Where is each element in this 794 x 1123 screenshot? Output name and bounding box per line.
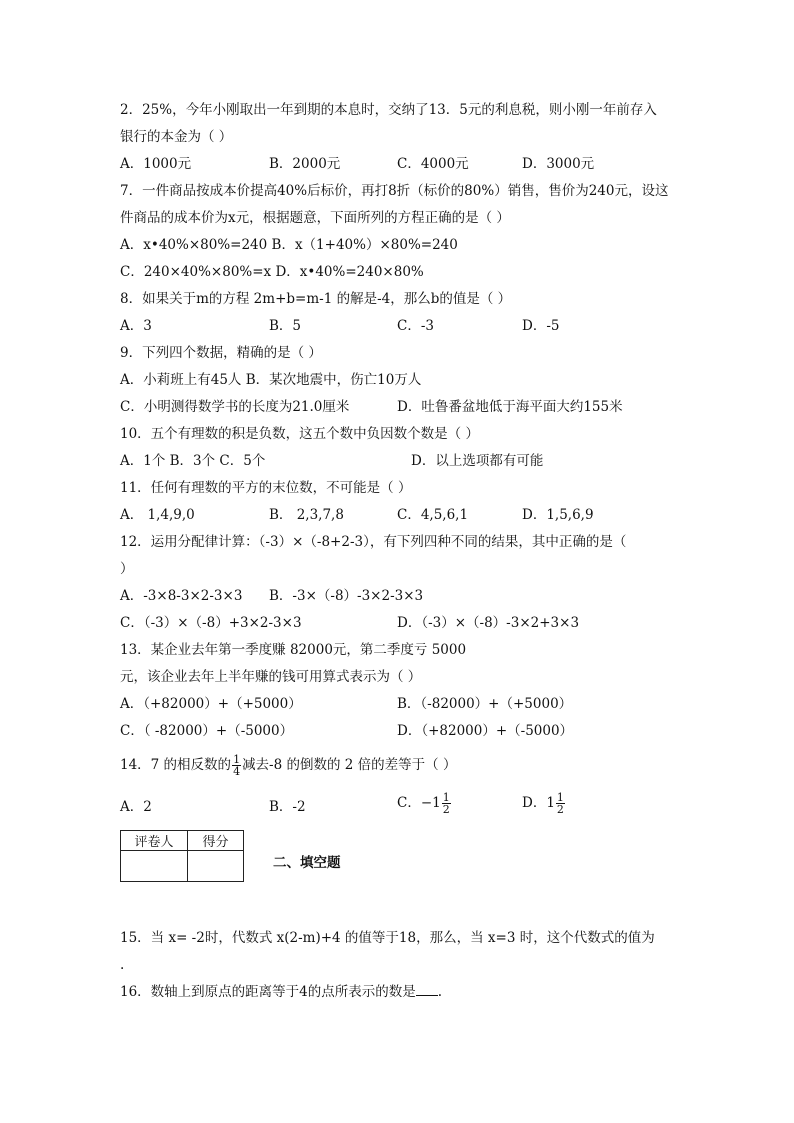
q10-option-d: D．以上选项都有可能: [411, 453, 544, 469]
q11-option-a: A． 1,4,9,0: [120, 507, 195, 523]
q11-option-d: D．1,5,6,9: [522, 507, 594, 523]
q14-stem-post: 减去-8 的倒数的 2 倍的差等于（ ）: [242, 757, 457, 773]
q13-stem-line2: 元，该企业去年上半年赚的钱可用算式表示为（ ）: [120, 669, 422, 685]
q13-option-b: B．（-82000）+（+5000）: [397, 696, 573, 712]
score-table: [120, 830, 244, 882]
q14-option-c-pre: C．−1: [397, 795, 441, 811]
q8-option-d: D．-5: [522, 318, 560, 334]
score-table-header-grader: 评卷人: [121, 831, 188, 851]
q7-stem-line1: 7．一件商品按成本价提高40%后标价，再打8折（标价的80%）销售，售价为240元，设这: [120, 183, 669, 199]
q14-option-d-num: 1: [556, 791, 564, 804]
score-table-grader-cell[interactable]: [121, 851, 188, 882]
q8-option-c: C．-3: [397, 318, 434, 334]
q12-option-d: D．（-3）×（-8）-3×2+3×3: [397, 615, 580, 631]
q14-fraction-den: 4: [233, 765, 241, 778]
q8-option-a: A．3: [120, 318, 152, 334]
q14-option-b: B．-2: [269, 799, 306, 815]
q11-stem: 11．任何有理数的平方的末位数，不可能是（ ）: [120, 480, 412, 496]
q14-option-d-pre: D．1: [522, 795, 555, 811]
q14-option-d-fraction: [556, 792, 565, 815]
q8-option-b: B．5: [269, 318, 302, 334]
q2-option-c: C．4000元: [397, 156, 469, 172]
q12-stem-line2: ）: [120, 561, 134, 577]
q7-stem-line2: 件商品的成本价为x元，根据题意，下面所列的方程正确的是（ ）: [120, 210, 510, 226]
q12-option-c: C．（-3）×（-8）+3×2-3×3: [120, 615, 302, 631]
q13-option-a: A．（+82000）+（+5000）: [120, 696, 302, 712]
q13-option-d: D．（+82000）+（-5000）: [397, 723, 574, 739]
score-table-score-cell[interactable]: [188, 851, 244, 882]
q15-stem-line1: 15．当 x= -2时，代数式 x(2-m)+4 的值等于18，那么，当 x=3 时，这个代数式的值为: [120, 930, 655, 946]
q12-stem-line1: 12．运用分配律计算：（-3）×（-8+2-3），有下列四种不同的结果，其中正确的是（: [120, 534, 627, 550]
q16-stem-text: 16．数轴上到原点的距离等于4的点所表示的数是: [120, 984, 416, 1000]
q2-stem-line1: 2．25%，今年小刚取出一年到期的本息时，交纳了13．5元的利息税，则小刚一年前存入: [120, 102, 657, 118]
q10-options-abc: A．1个 B．3个 C．5个: [120, 453, 266, 469]
q12-option-b: B．-3×（-8）-3×2-3×3: [269, 588, 424, 604]
q9-options-ab: A．小莉班上有45人 B．某次地震中，伤亡10万人: [120, 372, 422, 388]
q15-stem-line2: .: [120, 957, 125, 973]
q10-stem: 10．五个有理数的积是负数，这五个数中负因数个数是（ ）: [120, 426, 479, 442]
q9-stem: 9．下列四个数据，精确的是（ ）: [120, 345, 322, 361]
q2-option-a: A．1000元: [120, 156, 192, 172]
q16-stem-end: .: [437, 984, 443, 1000]
q7-options-ab: A．x•40%×80%=240 B．x（1+40%）×80%=240: [120, 237, 458, 253]
score-table-header-score: 得分: [188, 831, 244, 851]
q12-option-a: A．-3×8-3×2-3×3: [120, 588, 243, 604]
q11-option-c: C．4,5,6,1: [397, 507, 469, 523]
q16-stem: [120, 983, 442, 1001]
section-title: 二、填空题: [273, 855, 341, 871]
q7-options-cd: C．240×40%×80%=x D．x•40%=240×80%: [120, 264, 424, 280]
q14-option-d: [522, 792, 566, 815]
q14-fraction: [232, 754, 241, 777]
q2-stem-line2: 银行的本金为（ ）: [120, 129, 233, 145]
q13-option-c: C．（ -82000）+（-5000）: [120, 723, 294, 739]
q2-option-d: D．3000元: [522, 156, 595, 172]
q2-option-b: B．2000元: [269, 156, 341, 172]
q16-answer-blank[interactable]: [416, 983, 438, 996]
q14-option-c: [397, 792, 452, 815]
q8-stem: 8．如果关于m的方程 2m+b=m-1 的解是-4，那么b的值是（ ）: [120, 291, 512, 307]
q14-option-c-fraction: [442, 792, 451, 815]
q14-option-a: A．2: [120, 799, 152, 815]
q14-fraction-num: 1: [233, 753, 241, 766]
q9-option-c: C．小明测得数学书的长度为21.0厘米: [120, 399, 350, 415]
q14-option-c-den: 2: [442, 803, 450, 816]
q14-stem: [120, 754, 456, 777]
q14-stem-pre: 14．7 的相反数的: [120, 757, 232, 773]
q9-option-d: D．吐鲁番盆地低于海平面大约155米: [397, 399, 623, 415]
q11-option-b: B． 2,3,7,8: [269, 507, 344, 523]
q13-stem-line1: 13．某企业去年第一季度赚 82000元，第二季度亏 5000: [120, 642, 467, 658]
q14-option-c-num: 1: [442, 791, 450, 804]
q14-option-d-den: 2: [556, 803, 564, 816]
